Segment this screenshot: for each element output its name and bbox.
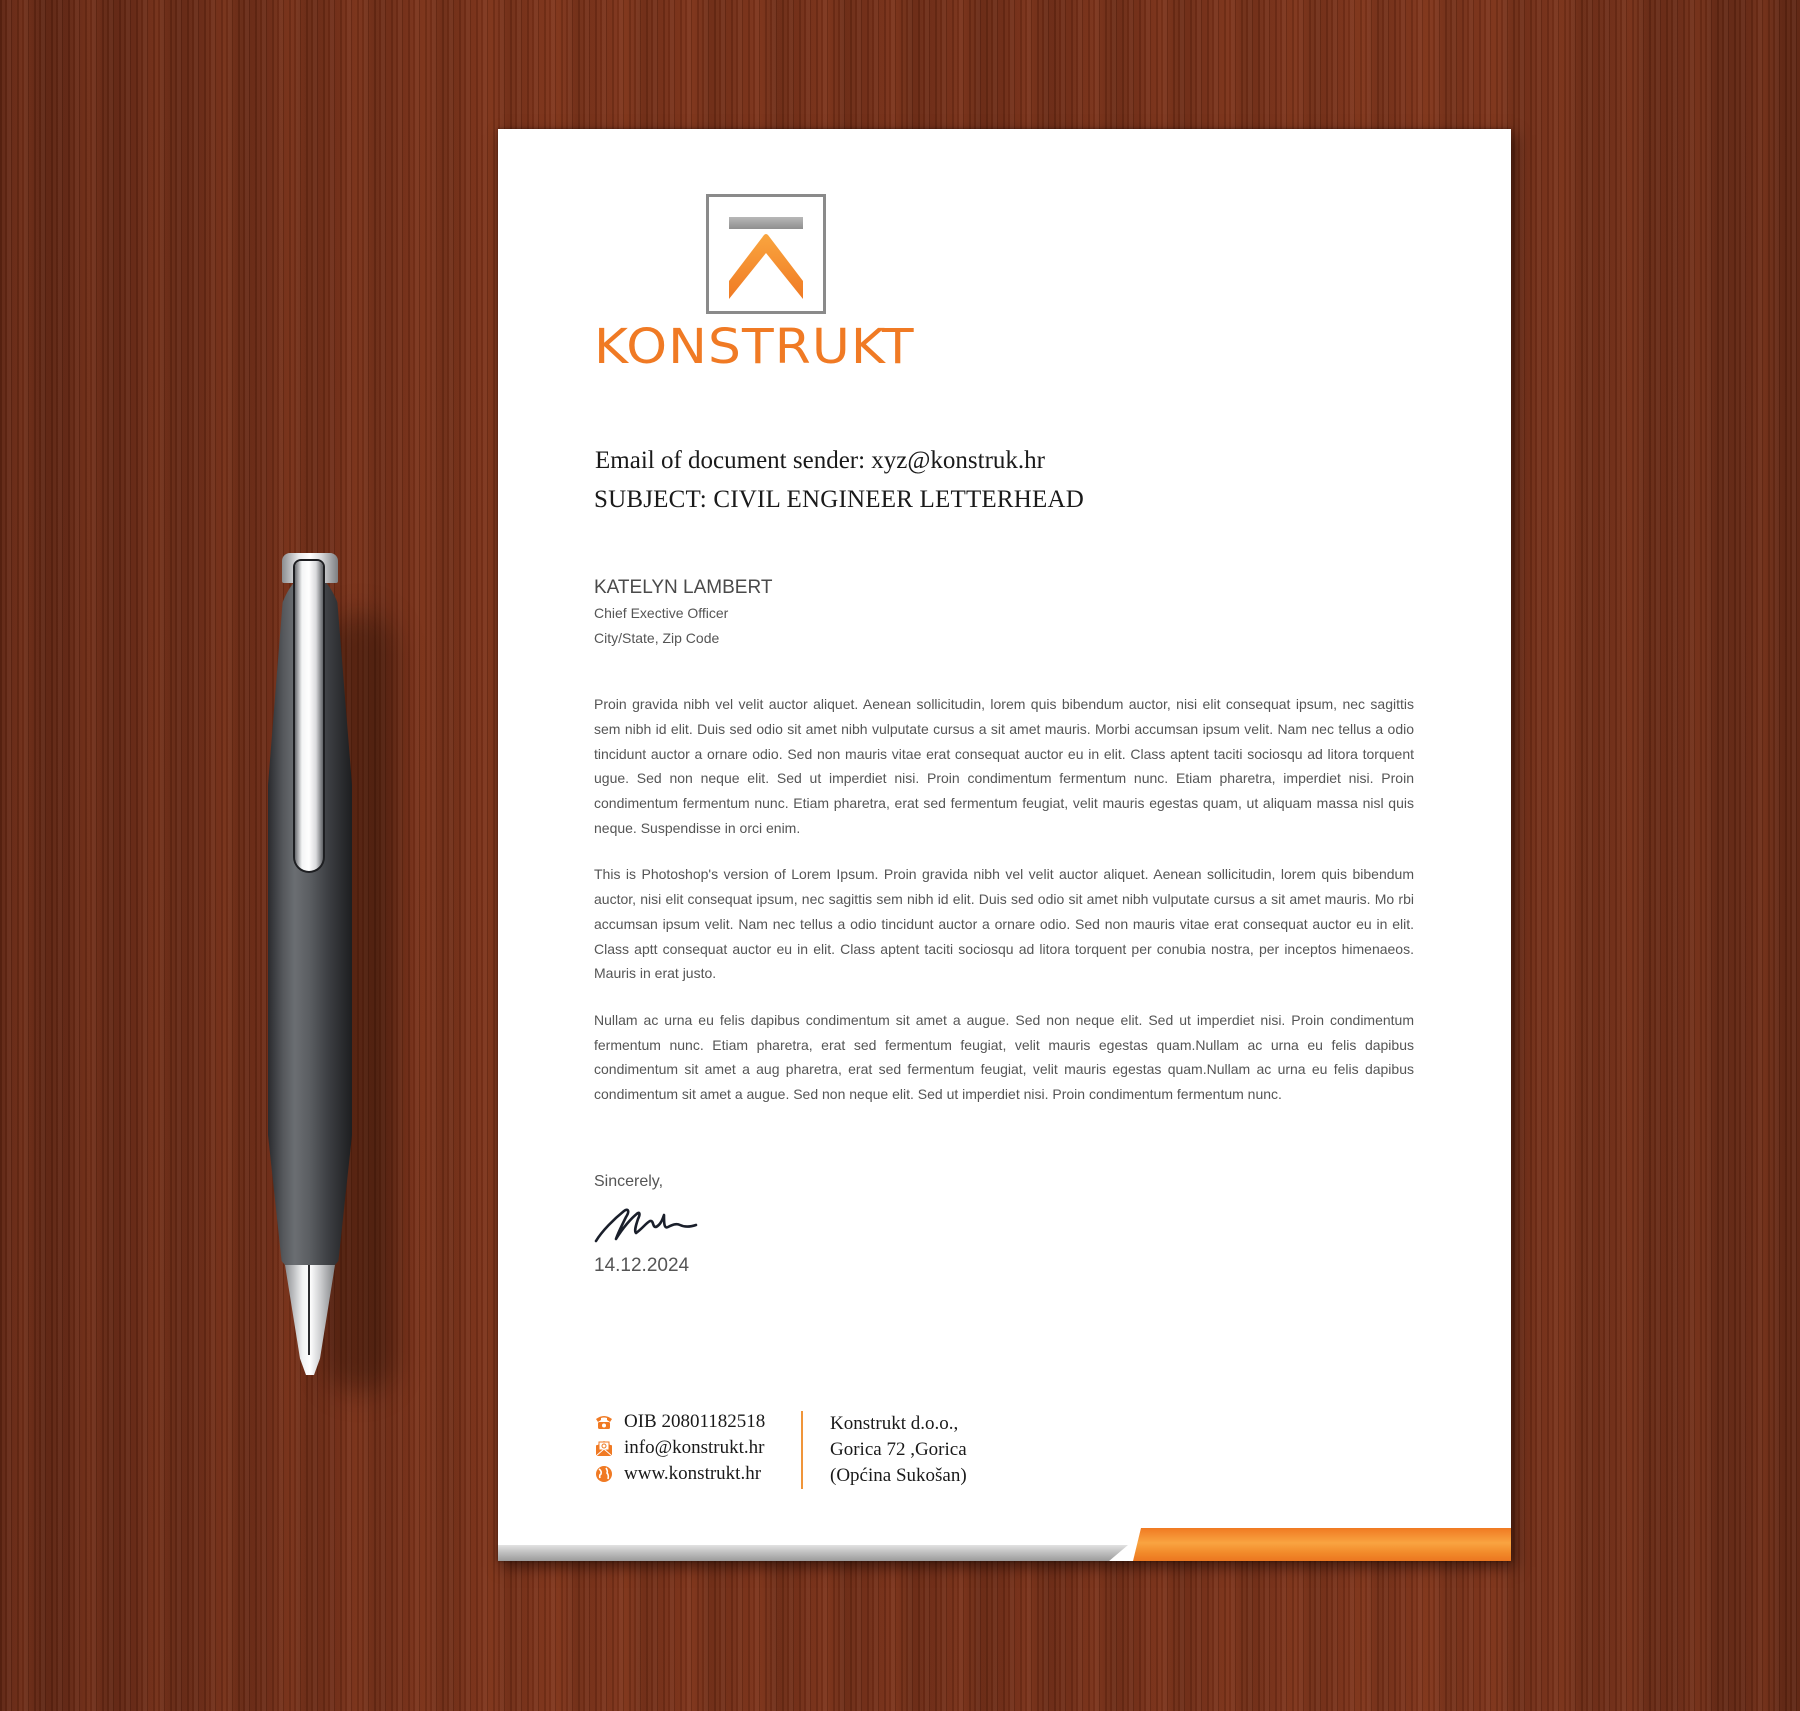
contact-oib — [594, 1409, 765, 1435]
subject-line: SUBJECT: CIVIL ENGINEER LETTERHEAD — [594, 486, 1084, 513]
chevron-up-logo-icon — [727, 233, 807, 303]
footer-gray-band — [498, 1545, 1128, 1561]
contact-website — [594, 1461, 765, 1487]
pen-tip-seam — [308, 1265, 310, 1355]
signature — [592, 1201, 722, 1251]
address-line: (Općina Sukošan) — [830, 1465, 967, 1486]
letter-date: 14.12.2024 — [594, 1255, 690, 1276]
recipient-block — [594, 575, 772, 651]
recipient-name: KATELYN LAMBERT — [594, 577, 773, 598]
logo-bar — [729, 217, 803, 229]
contact-oib-text: OIB 20801182518 — [624, 1411, 766, 1432]
recipient-title: Chief Exective Officer — [594, 605, 729, 621]
recipient-location: City/State, Zip Code — [594, 630, 720, 646]
phone-icon — [594, 1413, 614, 1431]
pen — [265, 553, 355, 1393]
letter-body — [594, 692, 1414, 1128]
footer-divider — [801, 1411, 803, 1489]
contact-website-text[interactable]: www.konstrukt.hr — [624, 1463, 762, 1484]
body-paragraph: This is Photoshop's version of Lorem Ipsum. Proin gravida nibh vel velit auctor aliquet. Aenean sollicitudin, lorem quis bibendum auctor, nisi elit consequat ipsum, nec sagittis sem nibh id elit. Duis sed odio sit amet nibh vulputate cursus a sit amet mauris. Mo rbi accumsan ipsum velit. Nam nec tellus a odio tincidunt auctor a ornare odio. Sed non mauris vitae erat consequat auctor eu in elit. Class aptt consequat auctor eu in elit. Class aptent taciti sociosqu ad litora torquent per conubia nostra, per inceptos himenaeos. Mauris in erat justo. — [594, 866, 1414, 982]
body-paragraph: Nullam ac urna eu felis dapibus condimentum sit amet a augue. Sed non neque elit. Sed ut imperdiet nisi. Proin condimentum fermentum nunc. Etiam pharetra, erat sed fermentum feugiat, velit mauris egestas quam.Nullam ac urna eu felis dapibus condimentum sit amet a aug pharetra, erat sed fermentum feugiat, velit mauris egestas quam.Nullam ac urna eu felis dapibus condimentum sit amet a augue. Sed non neque elit. Sed ut imperdiet nisi. Proin condimentum fermentum nunc. — [594, 1011, 1414, 1103]
footer-orange-band — [1133, 1528, 1511, 1561]
company-wordmark: KONSTRUKT — [594, 319, 915, 375]
contact-list — [594, 1409, 765, 1487]
logo-icon — [706, 194, 826, 314]
globe-icon — [594, 1465, 614, 1483]
sender-email-line: Email of document sender: xyz@konstruk.hr — [595, 447, 1045, 474]
contact-email — [594, 1435, 765, 1461]
pen-clip — [295, 561, 323, 871]
body-paragraph: Proin gravida nibh vel velit auctor aliquet. Aenean sollicitudin, lorem quis bibendum auctor, nisi elit consequat ipsum, nec sagittis sem nibh id elit. Duis sed odio sit amet nibh vulputate cursus a sit amet mauris. Morbi accumsan ipsum velit. Nam nec tellus a odio tincidunt auctor a ornare odio. Sed non mauris vitae erat consequat auctor eu in elit. Class aptent taciti sociosqu ad litora torquent ugue. Sed non neque elit. Sed ut imperdiet nisi. Proin condimentum fermentum nunc. Etiam pharetra, imperdiet nisi. Proin condimentum fermentum nunc. Etiam pharetra, erat sed fermentum feugiat, velit mauris egestas quam, ut aliquam massa nisl quis neque. Suspendisse in orci enim. — [594, 696, 1414, 836]
envelope-icon — [594, 1439, 614, 1457]
closing: Sincerely, — [594, 1173, 664, 1190]
letterhead-paper — [498, 129, 1511, 1561]
address-line: Gorica 72 ,Gorica — [830, 1439, 967, 1460]
contact-email-text[interactable]: info@konstrukt.hr — [624, 1437, 765, 1458]
address-line: Konstrukt d.o.o., — [830, 1413, 959, 1434]
company-address — [830, 1411, 967, 1489]
